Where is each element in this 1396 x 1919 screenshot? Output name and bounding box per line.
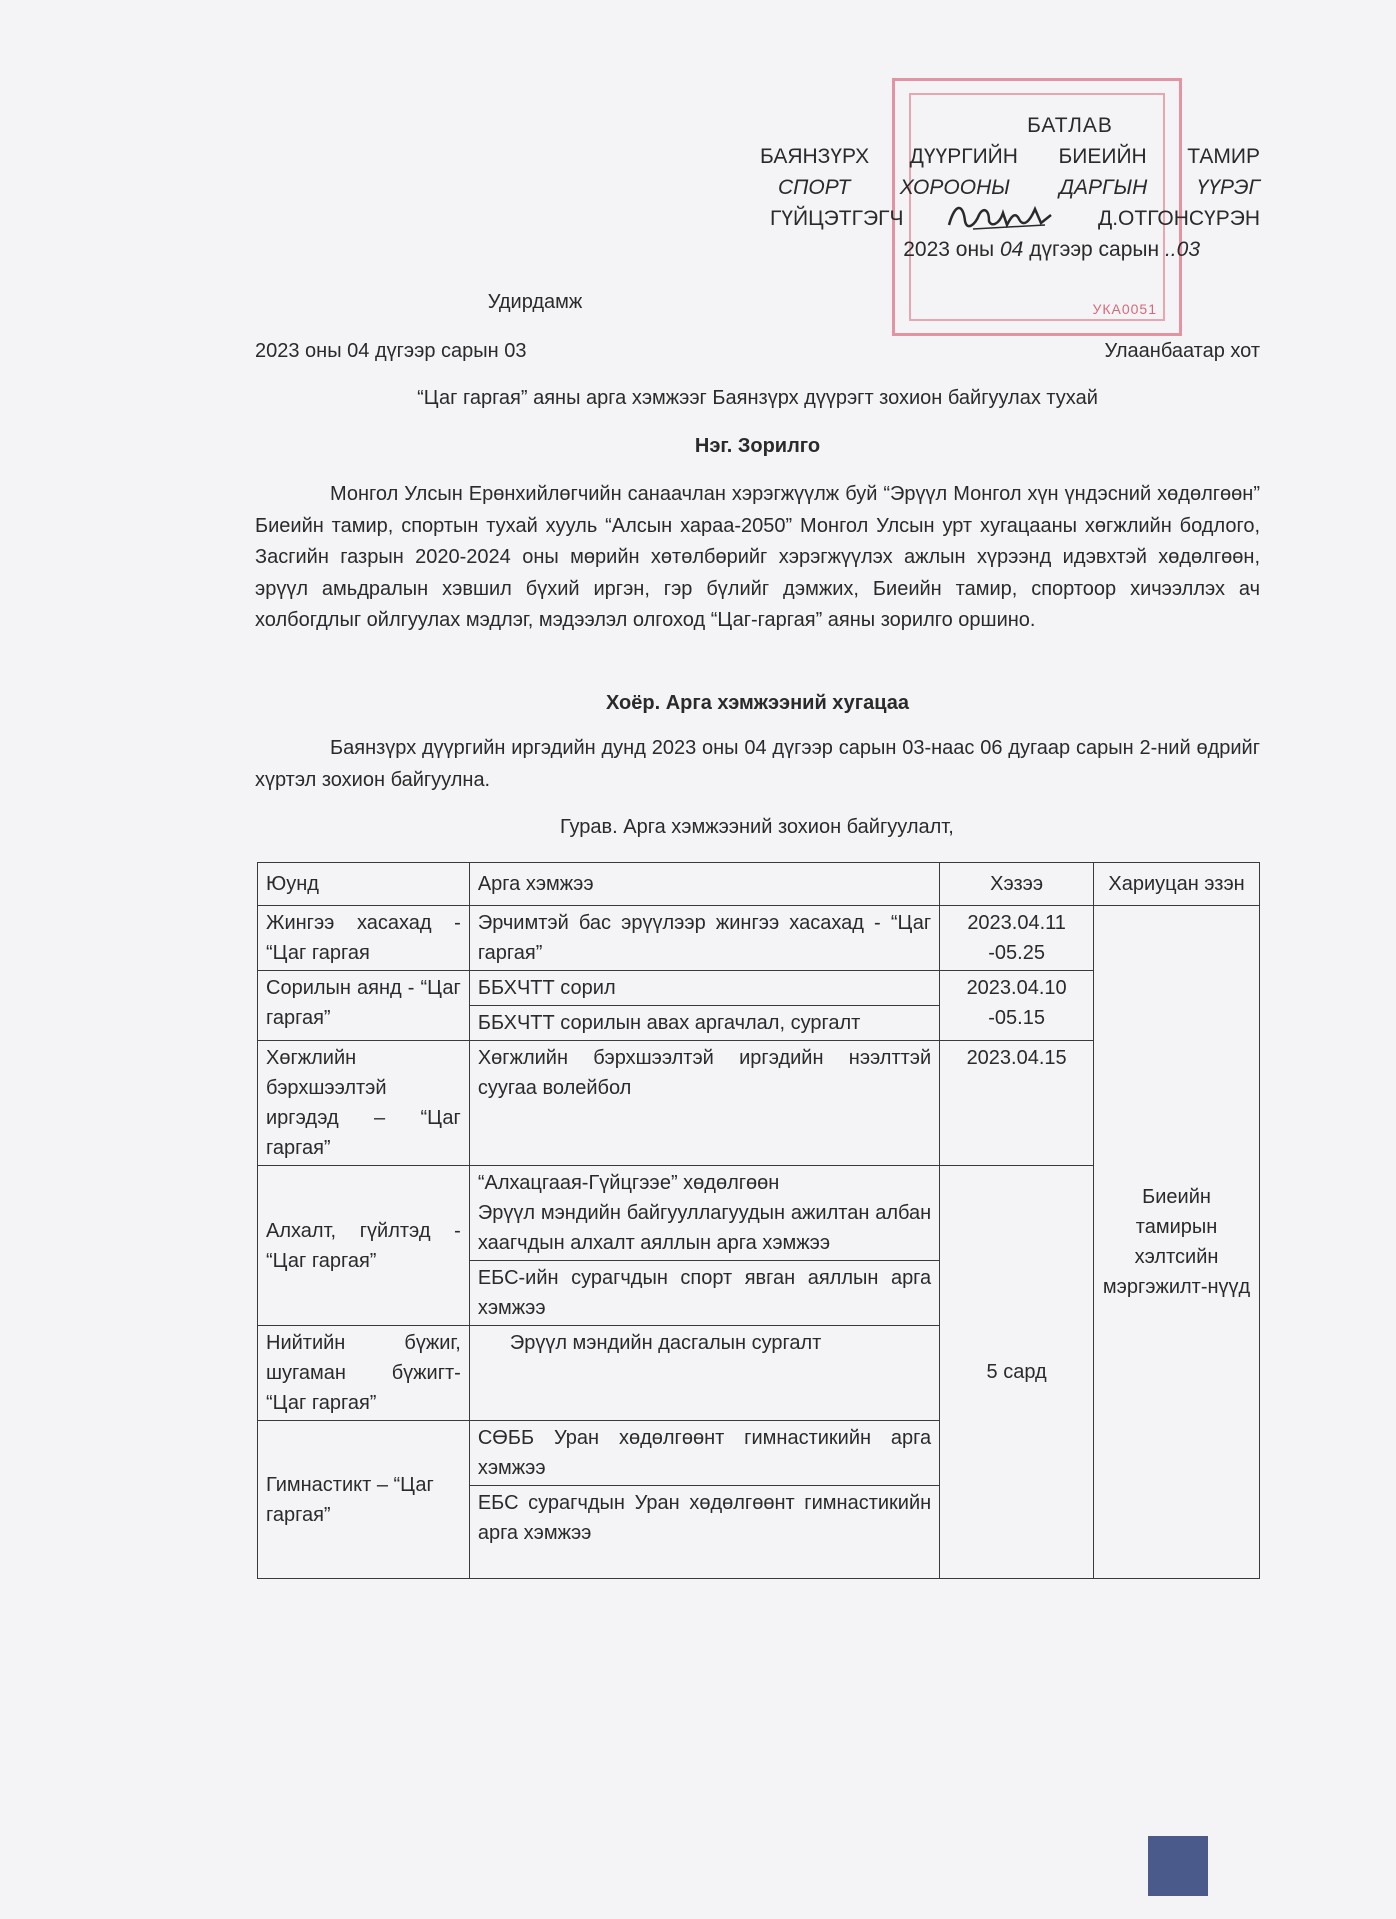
cell-activity: ЕБС сурагчдын Уран хөдөлгөөнт гимнастикийн арга хэмжээ (469, 1486, 939, 1579)
cell-activity: ЕБС-ийн сурагчдын спорт явган аяллын арга хэмжээ (469, 1261, 939, 1326)
cell-when: 5 сард (940, 1166, 1094, 1579)
section-2-text (255, 733, 1260, 796)
cell-what: Гимнастикт – “Цаг гаргая” (258, 1421, 470, 1579)
approval-title: БАТЛАВ (1027, 114, 1113, 137)
approval-name: Д.ОТГОНСҮРЭН (1097, 207, 1260, 230)
approval-word: БАЯНЗҮРХ (760, 145, 870, 168)
section-1-title: Нэг. Зорилго (694, 435, 821, 457)
cell-activity: Хөгжлийн бэрхшээлтэй иргэдийн нээлттэй суугаа волейбол (469, 1041, 939, 1166)
approval-date-month: 04 (1000, 238, 1024, 261)
cell-activity: Эрүүл мэндийн дасгалын сургалт (469, 1326, 939, 1421)
activity-line: Эрүүл мэндийн байгууллагуудын ажилтан албан хаагчдын алхалт аяллын арга хэмжээ (477, 1202, 932, 1254)
approval-date-mid: дүгээр сарын (1029, 238, 1160, 261)
government-emblem-icon (1148, 1836, 1208, 1896)
cell-what: Сорилын аянд - “Цаг гаргая” (258, 971, 470, 1041)
cell-activity: ББХЧТТ сорил (469, 971, 939, 1006)
cell-when: 2023.04.11 -05.25 (940, 906, 1094, 971)
table-row (258, 906, 1260, 971)
approval-word: ҮҮРЭГ (1196, 176, 1260, 199)
stamp-code: УКА0051 (1092, 301, 1157, 317)
section-1-paragraph: Монгол Улсын Ерөнхийлөгчийн санаачлан хэрэгжүүлж буй “Эрүүл Монгол хүн үндэсний хөдөлгөөн” Биеийн тамир, спортын тухай хууль “Алсын хараа-2050” Монгол Улсын урт хугацааны хөгжлийн бодлого, Засгийн газрын 2020-2024 оны мөрийн хөтөлбөрийг хэрэгжүүлэх ажлын хүрээнд идэвхтэй хөдөлгөөн, эрүүл амьдралын хэвшил бүхий иргэн, гэр бүлийг дэмжих, Биеийн тамир, спортоор хичээллэх ач холбогдлыг ойлгуулах мэдлэг, мэдээлэл олгоход “Цаг-гаргая” аяны зорилго оршино. (255, 483, 1260, 631)
date-place-row (255, 336, 1260, 367)
section-2-paragraph: Баянзүрх дүүргийн иргэдийн дунд 2023 оны 04 дүгээр сарын 03-наас 06 дугаар сарын 2-ний өдрийг хүртэл зохион байгуулна. (255, 737, 1260, 791)
doc-date: 2023 оны 04 дүгээр сарын 03 (255, 340, 527, 362)
signature-icon (945, 195, 1055, 240)
approval-word: БИЕИЙН (1058, 145, 1147, 168)
approval-word: ТАМИР (1187, 145, 1260, 168)
approval-word: СПОРТ (778, 176, 851, 199)
cell-activity: ББХЧТТ сорилын авах аргачлал, сургалт (469, 1006, 939, 1041)
cell-what: Хөгжлийн бэрхшээлтэй иргэдэд – “Цаг гаргая” (258, 1041, 470, 1166)
approval-word: ДАРГЫН (1059, 176, 1148, 199)
cell-what: Жингээ хасахад - “Цаг гаргая (258, 906, 470, 971)
approval-word: ХОРООНЫ (899, 176, 1010, 199)
approval-line-1 (760, 141, 1260, 172)
cell-when: 2023.04.15 (940, 1041, 1094, 1166)
approval-date-prefix: 2023 оны (903, 238, 995, 261)
approval-block (760, 110, 1260, 265)
approval-word: ДҮҮРГИЙН (909, 145, 1018, 168)
activity-line: “Алхацгаая-Гүйцгээе” хөдөлгөөн (477, 1172, 780, 1194)
activities-table (257, 862, 1260, 1579)
table-header: Хэзээ (940, 863, 1094, 906)
cell-responsible: Биеийн тамирын хэлтсийн мэргэжилт-нүүд (1094, 906, 1260, 1579)
table-header: Арга хэмжээ (469, 863, 939, 906)
doc-type: Удирдамж (487, 291, 583, 313)
cell-activity: СӨББ Уран хөдөлгөөнт гимнастикийн арга хэмжээ (469, 1421, 939, 1486)
approval-date-day: ..03 (1164, 238, 1200, 261)
cell-what: Нийтийн бүжиг, шугаман бүжигт- “Цаг гаргая” (258, 1326, 470, 1421)
doc-place: Улаанбаатар хот (1104, 340, 1260, 362)
cell-what: Алхалт, гүйлтэд - “Цаг гаргая” (258, 1166, 470, 1326)
doc-subject: “Цаг гаргая” аяны арга хэмжээг Баянзүрх дүүрэгт зохион байгуулах тухай (417, 387, 1098, 409)
cell-activity (469, 1166, 939, 1261)
cell-activity: Эрчимтэй бас эрүүлээр жингээ хасахад - “Цаг гаргая” (469, 906, 939, 971)
approval-position: ГҮЙЦЭТГЭГЧ (770, 207, 904, 230)
section-1-text (255, 479, 1260, 637)
cell-when: 2023.04.10 -05.15 (940, 971, 1094, 1041)
section-3-title: Гурав. Арга хэмжээний зохион байгуулалт, (560, 816, 954, 838)
table-header: Юунд (258, 863, 470, 906)
table-header-row (258, 863, 1260, 906)
table-header: Хариуцан эзэн (1094, 863, 1260, 906)
section-2-title: Хоёр. Арга хэмжээний хугацаа (605, 692, 910, 714)
